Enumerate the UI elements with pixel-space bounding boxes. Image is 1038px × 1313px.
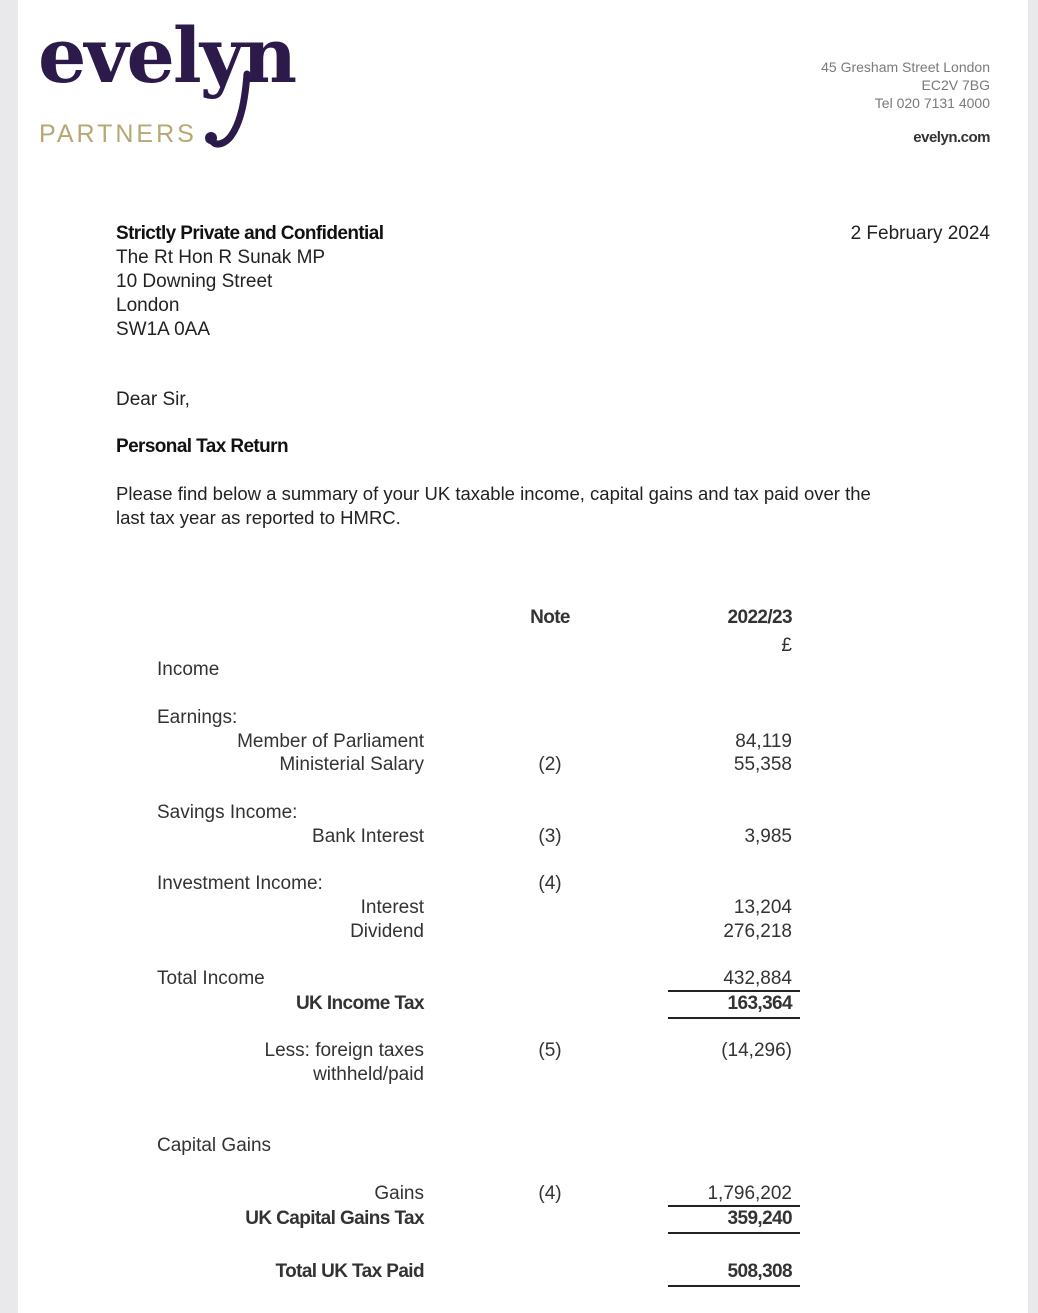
dividend-label: Dividend [350, 921, 424, 942]
uk-cgt-value: 359,240 [727, 1208, 792, 1229]
cgt-rule [668, 1232, 800, 1234]
bank-interest-value: 3,985 [744, 826, 792, 847]
column-header-note: Note [530, 607, 570, 628]
subject-heading: Personal Tax Return [116, 436, 288, 457]
interest-label: Interest [360, 897, 424, 918]
investment-income-label: Investment Income: [157, 873, 323, 894]
uk-income-tax-label: UK Income Tax [295, 993, 424, 1014]
total-tax-paid-value: 508,308 [727, 1261, 792, 1282]
capital-gains-heading: Capital Gains [157, 1135, 272, 1156]
total-tax-paid-label: Total UK Tax Paid [275, 1261, 424, 1282]
recipient-city: London [116, 295, 180, 316]
address-line-2: EC2V 7BG [921, 77, 990, 93]
income-heading: Income [157, 659, 220, 680]
recipient-postcode: SW1A 0AA [116, 319, 210, 340]
savings-income-label: Savings Income: [157, 802, 298, 823]
total-income-value: 432,884 [723, 968, 792, 989]
foreign-taxes-label: Less: foreign taxes [264, 1040, 424, 1061]
currency-symbol: £ [781, 635, 792, 656]
intro-line-1: Please find below a summary of your UK taxable income, capital gains and tax paid over the [116, 483, 871, 504]
intro-line-2: last tax year as reported to HMRC. [116, 507, 401, 528]
foreign-taxes-value: (14,296) [721, 1040, 792, 1061]
investment-income-note: (4) [538, 873, 562, 894]
dividend-value: 276,218 [723, 921, 792, 942]
total-paid-rule [668, 1285, 800, 1287]
website-link[interactable]: evelyn.com [913, 129, 990, 146]
mp-salary-value: 84,119 [735, 731, 792, 752]
ministerial-salary-note: (2) [538, 754, 562, 775]
gains-note: (4) [538, 1183, 562, 1204]
ministerial-salary-label: Ministerial Salary [279, 754, 424, 775]
brand-logo-partners: PARTNERS [39, 120, 197, 148]
telephone: Tel 020 7131 4000 [874, 95, 990, 111]
ministerial-salary-value: 55,358 [733, 754, 792, 775]
income-tax-rule [668, 1017, 800, 1019]
mp-salary-label: Member of Parliament [237, 731, 424, 752]
uk-cgt-label: UK Capital Gains Tax [245, 1208, 424, 1229]
foreign-taxes-label-2: withheld/paid [313, 1064, 424, 1085]
logo-hook-icon [201, 70, 261, 150]
letter-page [18, 0, 1028, 1313]
brand-logo-wordmark: evelyn [38, 11, 296, 100]
classification: Strictly Private and Confidential [116, 223, 384, 244]
interest-value: 13,204 [733, 897, 792, 918]
bank-interest-label: Bank Interest [312, 826, 424, 847]
foreign-taxes-note: (5) [538, 1040, 562, 1061]
salutation: Dear Sir, [116, 389, 190, 410]
earnings-label: Earnings: [157, 707, 238, 728]
recipient-name: The Rt Hon R Sunak MP [116, 247, 326, 268]
bank-interest-note: (3) [538, 826, 562, 847]
address-line-1: 45 Gresham Street London [821, 59, 990, 75]
gains-value: 1,796,202 [707, 1183, 792, 1204]
column-header-year: 2022/23 [727, 607, 792, 628]
recipient-street: 10 Downing Street [116, 271, 273, 292]
total-income-label: Total Income [157, 968, 265, 989]
gains-label: Gains [374, 1183, 424, 1204]
letter-date: 2 February 2024 [850, 223, 990, 244]
uk-income-tax-value: 163,364 [727, 993, 792, 1014]
